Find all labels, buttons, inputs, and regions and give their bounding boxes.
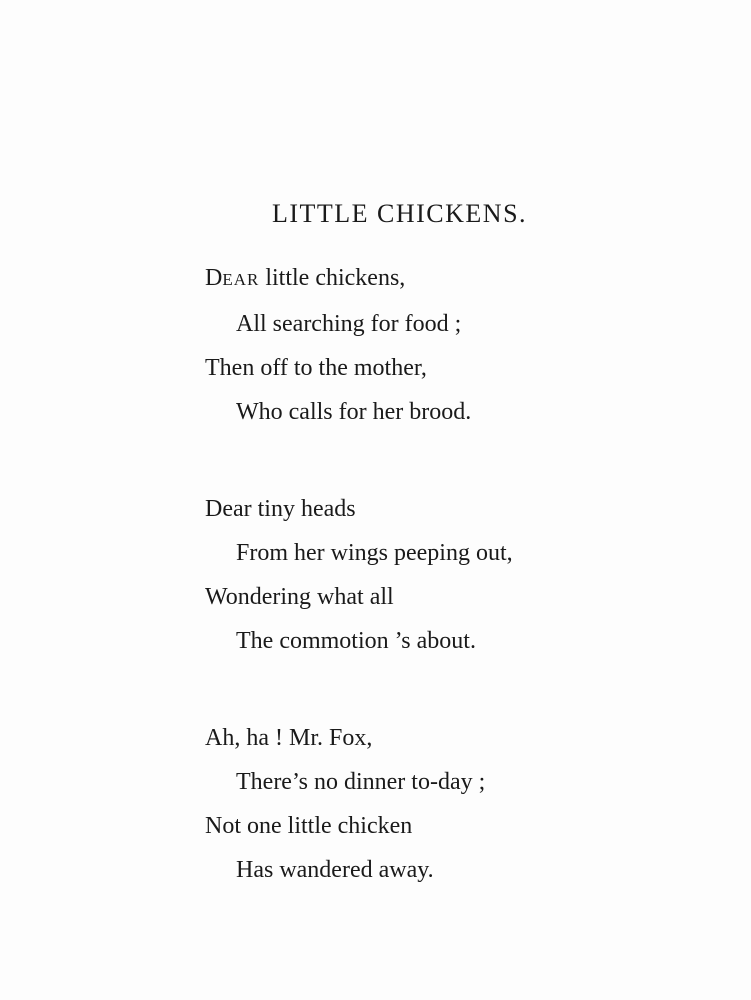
poem-line: Ah, ha ! Mr. Fox, (205, 725, 373, 751)
poem-line: Then off to the mother, (205, 355, 427, 381)
poem-line: Not one little chicken (205, 813, 413, 839)
line-rest: little chickens, (259, 265, 406, 291)
poem-line: From her wings peeping out, (236, 540, 513, 566)
poem-line (205, 256, 725, 302)
poem-line: All searching for food ; (236, 311, 462, 337)
poem-line: Has wandered away. (236, 857, 434, 883)
stanza-3 (205, 716, 725, 892)
stanza-2 (205, 487, 725, 663)
drop-letter: D (205, 265, 223, 291)
stanza-1 (205, 256, 725, 434)
poem-line: Dear tiny heads (205, 496, 356, 522)
poem-line: Wondering what all (205, 584, 394, 610)
poem-line: Who calls for her brood. (236, 399, 472, 425)
page-title: LITTLE CHICKENS. (271, 199, 528, 228)
small-caps-word: EAR (222, 270, 260, 289)
poem-line: The commotion ’s about. (236, 628, 476, 654)
poem-line: There’s no dinner to-day ; (236, 769, 486, 795)
poem (205, 256, 725, 892)
